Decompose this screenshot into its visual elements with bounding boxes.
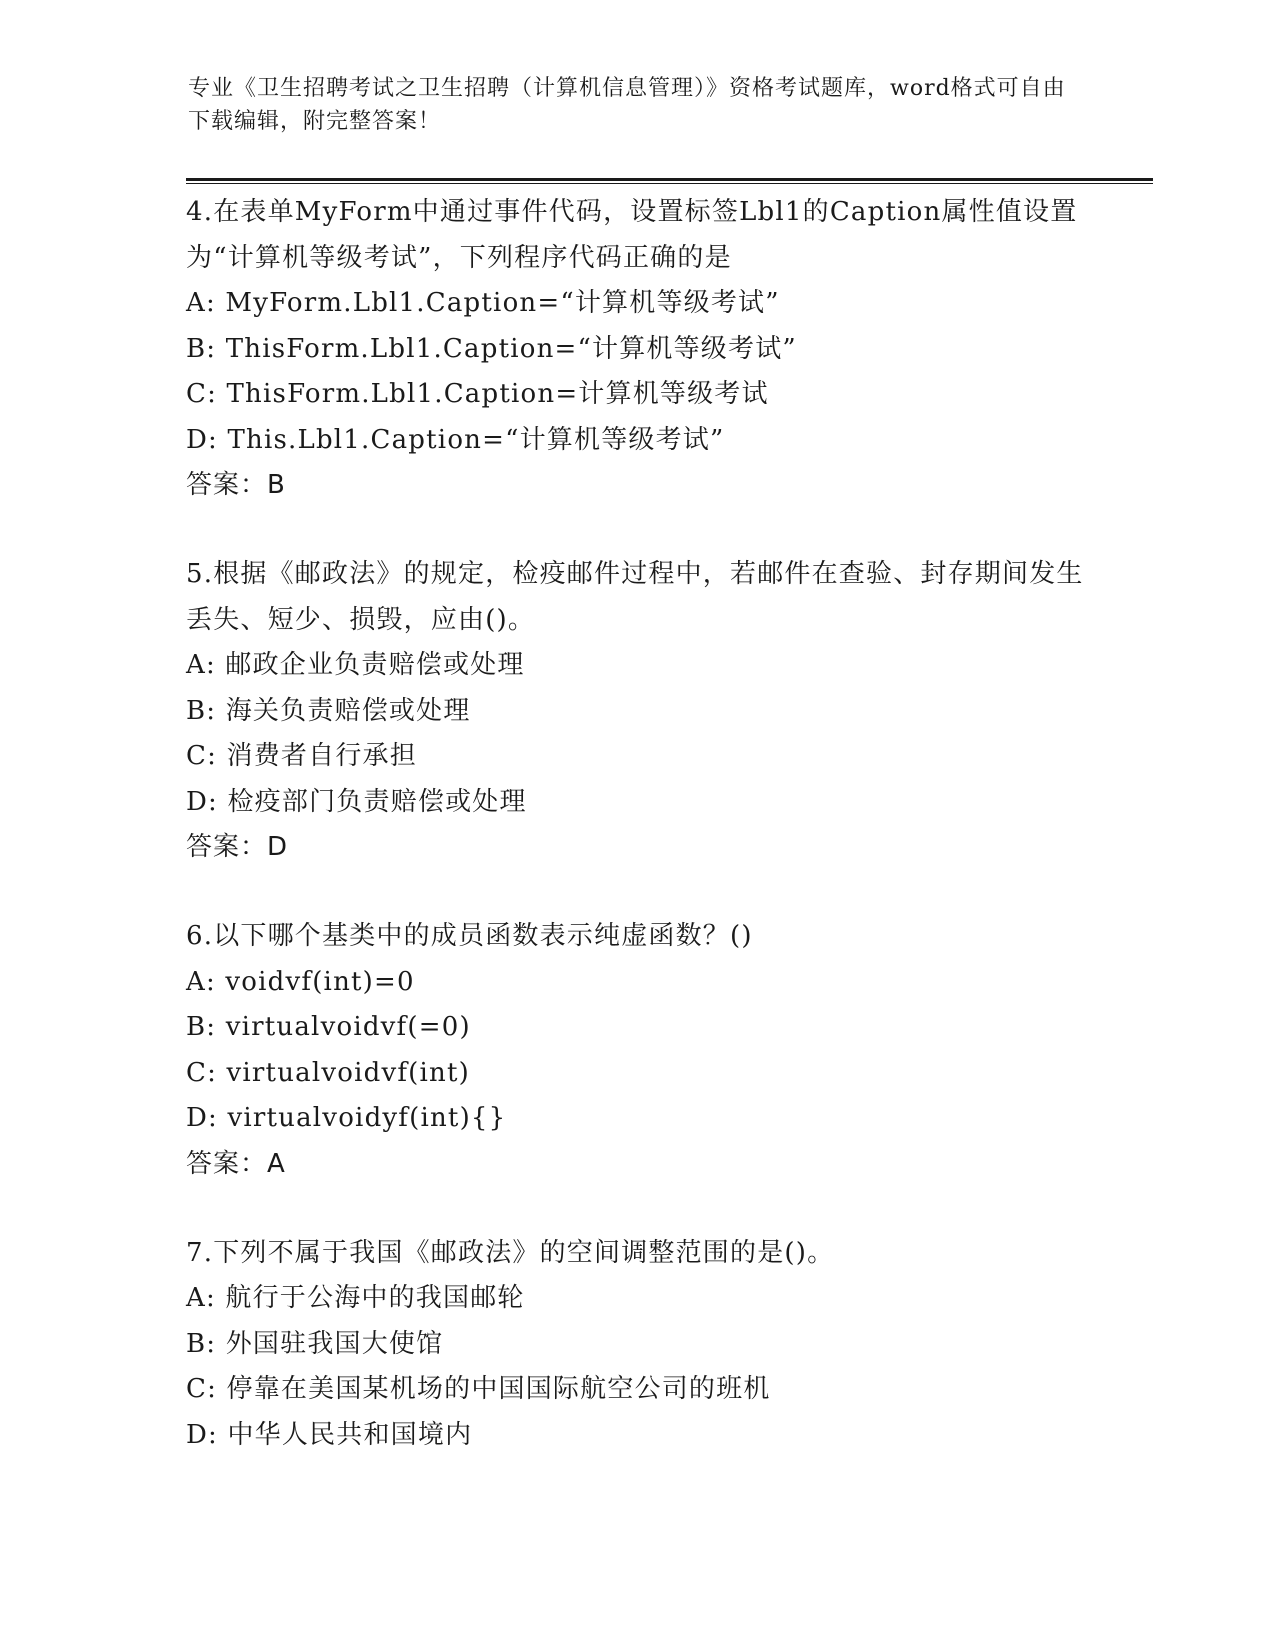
question-list (186, 190, 1086, 1458)
option-c: C: 消费者自行承担 (186, 741, 417, 771)
header-intro: 专业《卫生招聘考试之卫生招聘（计算机信息管理）》资格考试题库，word格式可自由下载编辑，附完整答案！ (188, 76, 1066, 134)
option-a: A: voidvf(int)=0 (186, 966, 415, 997)
option-d: D: 中华人民共和国境内 (186, 1419, 473, 1450)
option-b: B: virtualvoidvf(=0) (186, 1012, 471, 1042)
option-b: B: 海关负责赔偿或处理 (186, 695, 471, 726)
option-c: C: ThisForm.Lbl1.Caption=计算机等级考试 (186, 379, 769, 409)
option-d: D: This.Lbl1.Caption=“计算机等级考试” (186, 424, 725, 455)
option-b: B: 外国驻我国大使馆 (186, 1328, 444, 1359)
spacer (186, 869, 1086, 914)
option-d: D: 检疫部门负责赔偿或处理 (186, 786, 527, 817)
spacer (186, 1186, 1086, 1231)
option-a: A: 邮政企业负责赔偿或处理 (186, 650, 525, 680)
option-a: A: 航行于公海中的我国邮轮 (186, 1283, 525, 1313)
header-divider-thin (186, 183, 1153, 184)
answer-label: 答案：D (186, 832, 289, 862)
header-divider-thick (186, 178, 1153, 181)
question-stem: 4.在表单MyForm中通过事件代码，设置标签Lbl1的Caption属性值设置为“计算机等级考试”，下列程序代码正确的是 (186, 197, 1078, 273)
option-a: A: MyForm.Lbl1.Caption=“计算机等级考试” (186, 288, 780, 318)
question-stem: 6.以下哪个基类中的成员函数表示纯虚函数？() (186, 921, 753, 951)
answer-label: 答案：B (186, 470, 286, 500)
spacer (186, 507, 1086, 552)
question-7 (186, 1231, 1086, 1459)
question-6 (186, 914, 1086, 1186)
question-4 (186, 190, 1086, 507)
option-d: D: virtualvoidyf(int){} (186, 1103, 507, 1133)
option-c: C: 停靠在美国某机场的中国国际航空公司的班机 (186, 1374, 771, 1404)
option-c: C: virtualvoidvf(int) (186, 1057, 470, 1088)
question-5 (186, 552, 1086, 869)
question-stem: 7.下列不属于我国《邮政法》的空间调整范围的是()。 (186, 1237, 835, 1268)
option-b: B: ThisForm.Lbl1.Caption=“计算机等级考试” (186, 333, 797, 364)
answer-label: 答案：A (186, 1148, 286, 1179)
question-stem: 5.根据《邮政法》的规定，检疫邮件过程中，若邮件在查验、封存期间发生丢失、短少、损毁，应由()。 (186, 559, 1084, 635)
